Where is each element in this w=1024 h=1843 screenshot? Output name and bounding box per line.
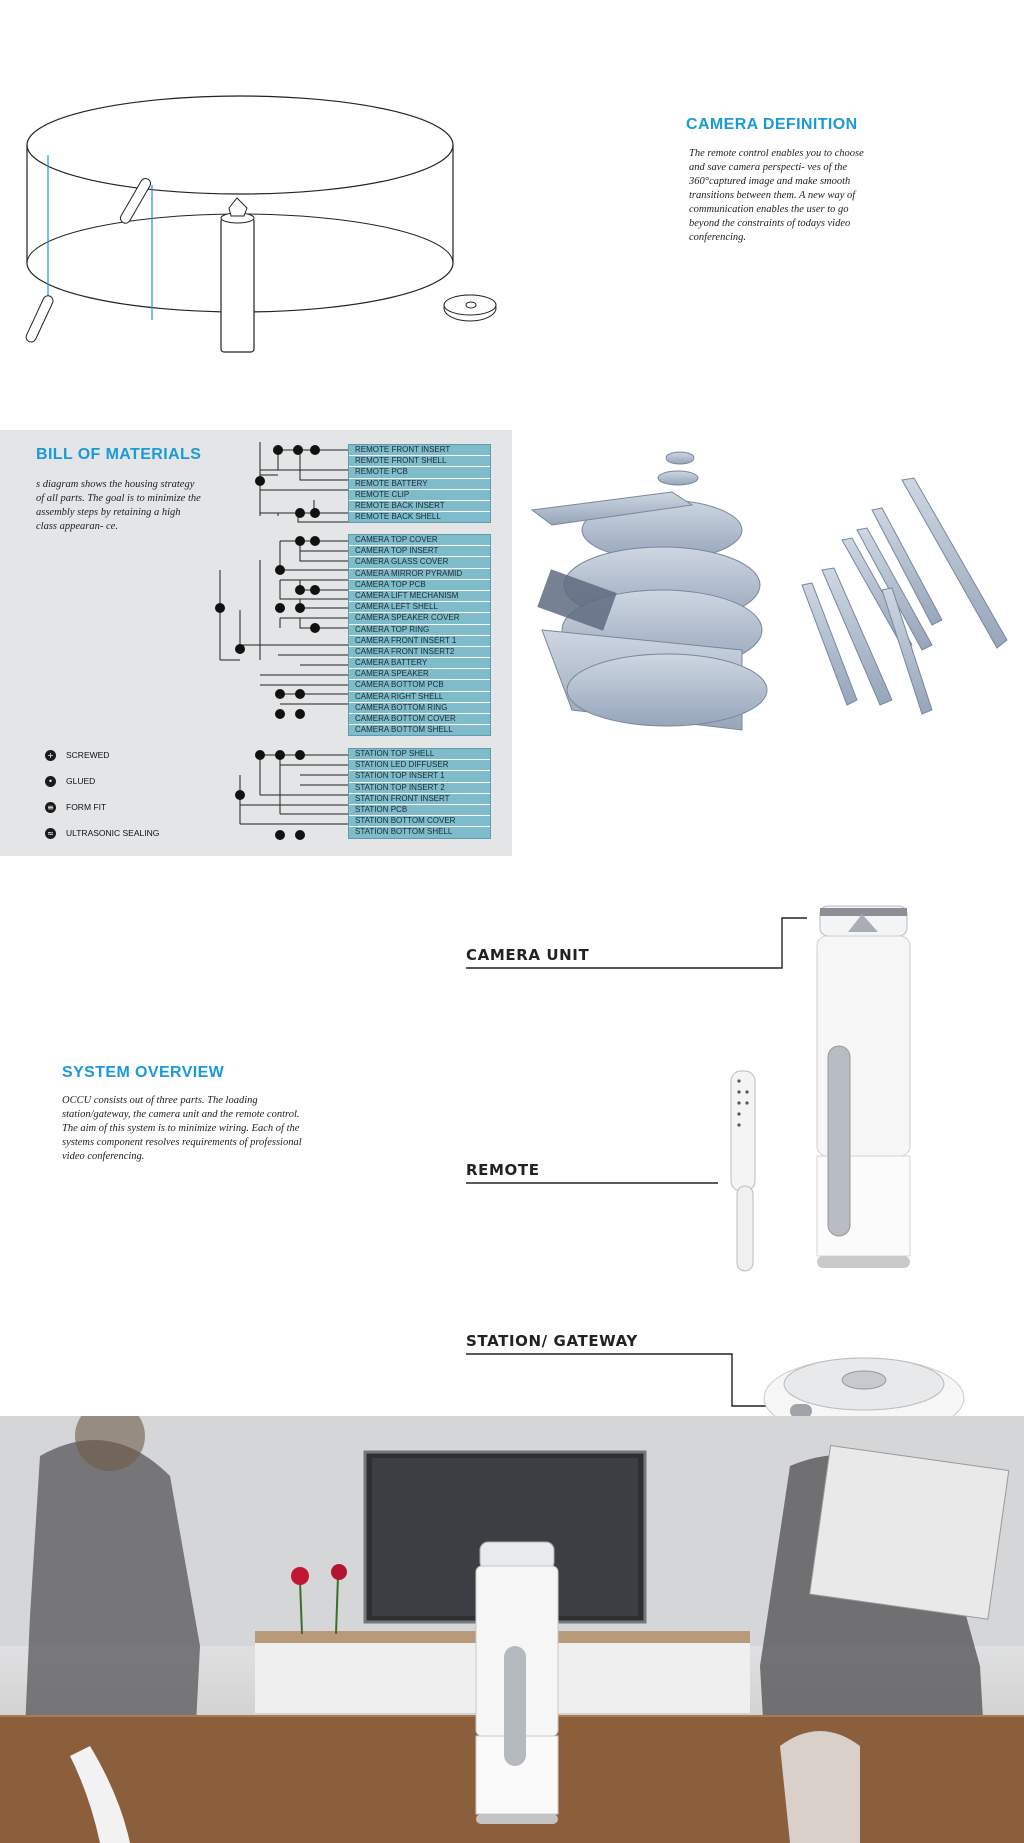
bom-panel bbox=[0, 430, 512, 856]
bom-row: STATION TOP INSERT 2 bbox=[349, 783, 490, 794]
system-overview-section bbox=[0, 856, 1024, 1416]
bom-row: STATION FRONT INSERT bbox=[349, 794, 490, 805]
bom-row: CAMERA BOTTOM SHELL bbox=[355, 725, 453, 735]
bom-row: CAMERA TOP PCB bbox=[349, 580, 490, 591]
bom-row: CAMERA TOP INSERT bbox=[349, 546, 490, 557]
legend-ultrasonic: ≈ ULTRASONIC SEALING bbox=[45, 826, 159, 840]
room-360-illustration bbox=[0, 0, 520, 370]
bom-text: s diagram shows the housing strategy of all parts. The goal is to minimize the assembly steps by retaining a high class appearan- ce. bbox=[36, 479, 201, 532]
bom-remote-group bbox=[348, 444, 491, 523]
bom-row: CAMERA GLASS COVER bbox=[349, 557, 490, 568]
screw-icon: + bbox=[45, 750, 56, 761]
bom-assembly-tree bbox=[0, 430, 350, 856]
bom-row: CAMERA TOP RING bbox=[349, 625, 490, 636]
bom-heading: BILL OF MATERIALS bbox=[36, 446, 202, 463]
bom-row: CAMERA LEFT SHELL bbox=[349, 602, 490, 613]
bom-row: CAMERA FRONT INSERT 1 bbox=[349, 636, 490, 647]
station-label: STATION/ GATEWAY bbox=[466, 1332, 638, 1350]
legend-glued: • GLUED bbox=[45, 774, 95, 788]
bom-row: STATION BOTTOM COVER bbox=[349, 816, 490, 827]
bom-row: CAMERA BOTTOM PCB bbox=[349, 680, 490, 691]
bom-row: CAMERA SPEAKER bbox=[349, 669, 490, 680]
bom-row: CAMERA LIFT MECHANISM bbox=[349, 591, 490, 602]
bom-row: CAMERA MIRROR PYRAMID bbox=[349, 569, 490, 580]
bom-row: CAMERA BOTTOM RING bbox=[349, 703, 490, 714]
bom-row: CAMERA BATTERY bbox=[349, 658, 490, 669]
bom-row: STATION TOP INSERT 1 bbox=[349, 771, 490, 782]
bom-row: STATION PCB bbox=[349, 805, 490, 816]
system-overview-heading: SYSTEM OVERVIEW bbox=[62, 1064, 225, 1081]
bom-row: STATION TOP SHELL bbox=[349, 749, 490, 760]
camera-definition-text: The remote control enables you to choose and save camera perspecti- ves of the 360°captured image and make smooth transitions between them. A new way of communication enables the user to go beyond the constraints of todays video conferencing. bbox=[689, 148, 864, 243]
bom-row: STATION BOTTOM SHELL bbox=[355, 827, 453, 837]
system-overview-text: OCCU consists out of three parts. The loading station/gateway, the camera unit and the remote control. The aim of this system is to minimize wiring. Each of the systems component resolves requirements of professional video conferencing. bbox=[62, 1095, 302, 1162]
camera-unit-label: CAMERA UNIT bbox=[466, 946, 590, 964]
bom-row: CAMERA TOP COVER bbox=[349, 535, 490, 546]
bom-row: REMOTE CLIP bbox=[349, 490, 490, 501]
ultrasonic-icon: ≈ bbox=[45, 828, 56, 839]
bom-row: CAMERA SPEAKER COVER bbox=[349, 613, 490, 624]
bom-row: REMOTE BACK INSERT bbox=[349, 501, 490, 512]
bom-row: REMOTE BATTERY bbox=[349, 479, 490, 490]
bom-row: CAMERA FRONT INSERT2 bbox=[349, 647, 490, 658]
bom-row: REMOTE PCB bbox=[349, 467, 490, 478]
bom-row: CAMERA RIGHT SHELL bbox=[349, 692, 490, 703]
exploded-view-render bbox=[512, 430, 1024, 856]
bom-row: CAMERA BOTTOM COVER bbox=[349, 714, 490, 725]
bom-row: REMOTE FRONT SHELL bbox=[349, 456, 490, 467]
remote-label: REMOTE bbox=[466, 1161, 540, 1179]
glue-drop-icon: • bbox=[45, 776, 56, 787]
product-overview-render bbox=[0, 856, 1024, 1416]
bom-camera-group bbox=[348, 534, 491, 736]
legend-screwed: + SCREWED bbox=[45, 748, 109, 762]
bom-row: REMOTE BACK SHELL bbox=[355, 512, 441, 522]
bom-panel-wrapper bbox=[0, 430, 1024, 856]
legend-form-fit: ≡ FORM FIT bbox=[45, 800, 106, 814]
bom-row: REMOTE FRONT INSERT bbox=[349, 445, 490, 456]
camera-definition-heading: CAMERA DEFINITION bbox=[686, 116, 858, 133]
form-fit-icon: ≡ bbox=[45, 802, 56, 813]
bom-row: STATION LED DIFFUSER bbox=[349, 760, 490, 771]
camera-definition-section bbox=[0, 0, 1024, 430]
conference-room-photo bbox=[0, 1416, 1024, 1843]
conference-room-scene bbox=[0, 1416, 1024, 1843]
bom-station-group bbox=[348, 748, 491, 839]
